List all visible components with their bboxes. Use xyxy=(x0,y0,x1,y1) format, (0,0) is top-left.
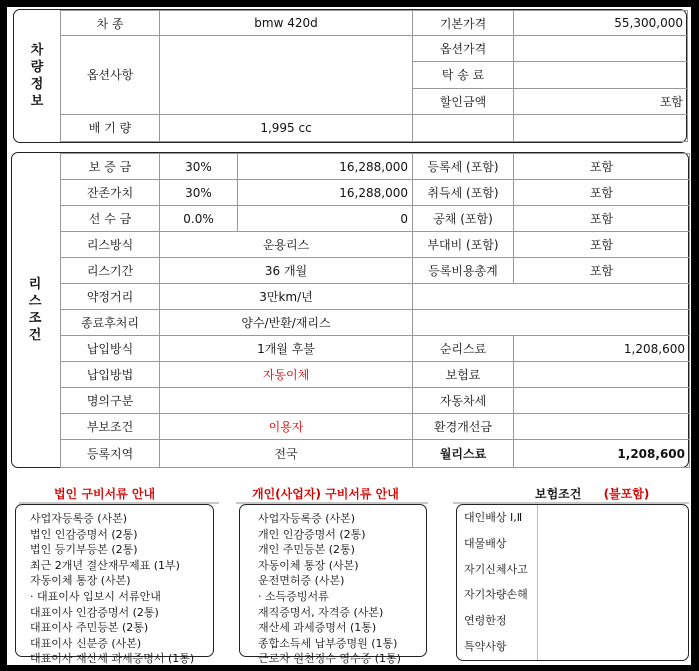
list-item: 대표이사 신분증 (사본) xyxy=(30,636,142,650)
list-item: 자기차량손해 xyxy=(464,588,528,602)
personal-docs-list xyxy=(239,504,427,666)
list-item: 법인 인감증명서 (2통) xyxy=(30,527,138,541)
env-value xyxy=(514,414,690,440)
model-value: bmw 420d xyxy=(160,11,413,36)
lease-section-label: 리 스 조 건 xyxy=(28,277,42,343)
list-item: · 대표이사 입보시 서류안내 xyxy=(30,589,161,603)
pay-type-value: 1개월 후불 xyxy=(160,336,413,362)
monthly-value: 1,208,600 xyxy=(514,440,690,468)
region-value: 전국 xyxy=(160,440,413,468)
env-label: 환경개선금 xyxy=(413,414,514,440)
options-label: 옵션사항 xyxy=(61,36,160,115)
list-item: 연령한정 xyxy=(464,614,507,628)
net-fee-value: 1,208,600 xyxy=(514,336,690,362)
insurance-cond-value: 이용자 xyxy=(160,414,413,440)
distance-label: 약정거리 xyxy=(61,284,160,310)
acq-tax-label: 취득세 (포함) xyxy=(413,180,514,206)
insurance-title: 보험조건 (불포함) xyxy=(535,487,650,501)
insurance-cond-label: 부보조건 xyxy=(61,414,160,440)
list-item: 사업자등록증 (사본) xyxy=(258,512,356,525)
list-item: 대표이사 주민등본 (2통) xyxy=(30,621,149,635)
method-value: 운용리스 xyxy=(160,232,413,258)
prepay-pct: 0.0% xyxy=(160,206,238,232)
list-item: 대표이사 재산세 과세증명서 (1통) xyxy=(30,652,195,666)
model-label: 차 종 xyxy=(61,11,160,36)
list-item: 종합소득세 납부증명원 (1통) xyxy=(258,636,398,650)
list-item: 자동이체 통장 (사본) xyxy=(30,574,131,588)
name-value xyxy=(160,388,413,414)
end-value: 양수/반환/재리스 xyxy=(160,310,413,336)
auto-tax-value xyxy=(514,388,690,414)
list-item: 대물배상 xyxy=(464,536,507,550)
vehicle-info-panel xyxy=(13,9,687,143)
deposit-pct: 30% xyxy=(160,154,238,180)
personal-docs-title: 개인(사업자) 구비서류 안내 xyxy=(252,487,399,501)
vehicle-info-table xyxy=(60,10,688,142)
list-item: 운전면허증 (사본) xyxy=(258,574,345,588)
displacement-value: 1,995 cc xyxy=(160,114,413,141)
list-item: 개인 인감증명서 (2통) xyxy=(258,527,366,541)
period-value: 36 개월 xyxy=(160,258,413,284)
distance-value: 3만km/년 xyxy=(160,284,413,310)
insurance-value xyxy=(514,362,690,388)
deposit-amount: 16,288,000 xyxy=(238,154,413,180)
insurance-label: 보험료 xyxy=(413,362,514,388)
reg-tax-label: 등록세 (포함) xyxy=(413,154,514,180)
list-item: 자기신체사고 xyxy=(464,562,528,576)
base-price-label: 기본가격 xyxy=(413,11,514,36)
auto-tax-label: 자동차세 xyxy=(413,388,514,414)
list-item: 근로자 원천징수 영수증 (1통) xyxy=(258,652,401,666)
option-price-value xyxy=(514,36,688,62)
monthly-label: 월리스료 xyxy=(413,440,514,468)
list-item: 특약사항 xyxy=(464,639,507,653)
deposit-label: 보 증 금 xyxy=(61,154,160,180)
list-item: 재직증명서, 자격증 (사본) xyxy=(258,605,384,619)
residual-pct: 30% xyxy=(160,180,238,206)
list-item: 사업자등록증 (사본) xyxy=(30,512,128,525)
region-label: 등록지역 xyxy=(61,440,160,468)
list-item: 대인배상 Ⅰ,Ⅱ xyxy=(464,511,523,524)
reg-total-label: 등록비용총계 xyxy=(413,258,514,284)
discount-value: 포함 xyxy=(514,88,688,114)
list-item: 개인 주민등본 (2통) xyxy=(258,543,355,557)
acq-tax-value: 포함 xyxy=(514,180,690,206)
list-item: · 소득증빙서류 xyxy=(258,589,329,603)
residual-label: 잔존가치 xyxy=(61,180,160,206)
corp-docs-list xyxy=(15,504,214,666)
list-item: 법인 등기부등본 (2통) xyxy=(30,543,138,557)
options-value xyxy=(160,36,413,115)
pay-type-label: 납입방식 xyxy=(61,336,160,362)
shipping-label: 탁 송 료 xyxy=(413,62,514,88)
prepay-amount: 0 xyxy=(238,206,413,232)
pay-method-label: 납입방법 xyxy=(61,362,160,388)
shipping-value xyxy=(514,62,688,88)
extra-value: 포함 xyxy=(514,232,690,258)
prepay-label: 선 수 금 xyxy=(61,206,160,232)
option-price-label: 옵션가격 xyxy=(413,36,514,62)
name-label: 명의구분 xyxy=(61,388,160,414)
list-item: 최근 2개년 결산재무제표 (1부) xyxy=(30,558,180,572)
reg-total-value: 포함 xyxy=(514,258,690,284)
list-item: 자동이체 통장 (사본) xyxy=(258,558,359,572)
corp-docs-title: 법인 구비서류 안내 xyxy=(54,487,156,501)
bond-label: 공채 (포함) xyxy=(413,206,514,232)
bond-value: 포함 xyxy=(514,206,690,232)
end-label: 종료후처리 xyxy=(61,310,160,336)
quote-sheet xyxy=(7,7,691,665)
period-label: 리스기간 xyxy=(61,258,160,284)
list-item: 대표이사 인감증명서 (2통) xyxy=(30,605,159,619)
extra-label: 부대비 (포함) xyxy=(413,232,514,258)
discount-label: 할인금액 xyxy=(413,88,514,114)
insurance-conditions-box xyxy=(456,504,689,661)
reg-tax-value: 포함 xyxy=(514,154,690,180)
displacement-label: 배 기 량 xyxy=(61,114,160,141)
pay-method-value: 자동이체 xyxy=(160,362,413,388)
lease-terms-table xyxy=(60,153,690,468)
net-fee-label: 순리스료 xyxy=(413,336,514,362)
list-item: 재산세 과세증명서 (1통) xyxy=(258,621,377,635)
base-price-value: 55,300,000 xyxy=(514,11,688,36)
residual-amount: 16,288,000 xyxy=(238,180,413,206)
method-label: 리스방식 xyxy=(61,232,160,258)
vehicle-section-label: 차 량 정 보 xyxy=(30,43,44,109)
lease-terms-panel xyxy=(11,152,689,468)
